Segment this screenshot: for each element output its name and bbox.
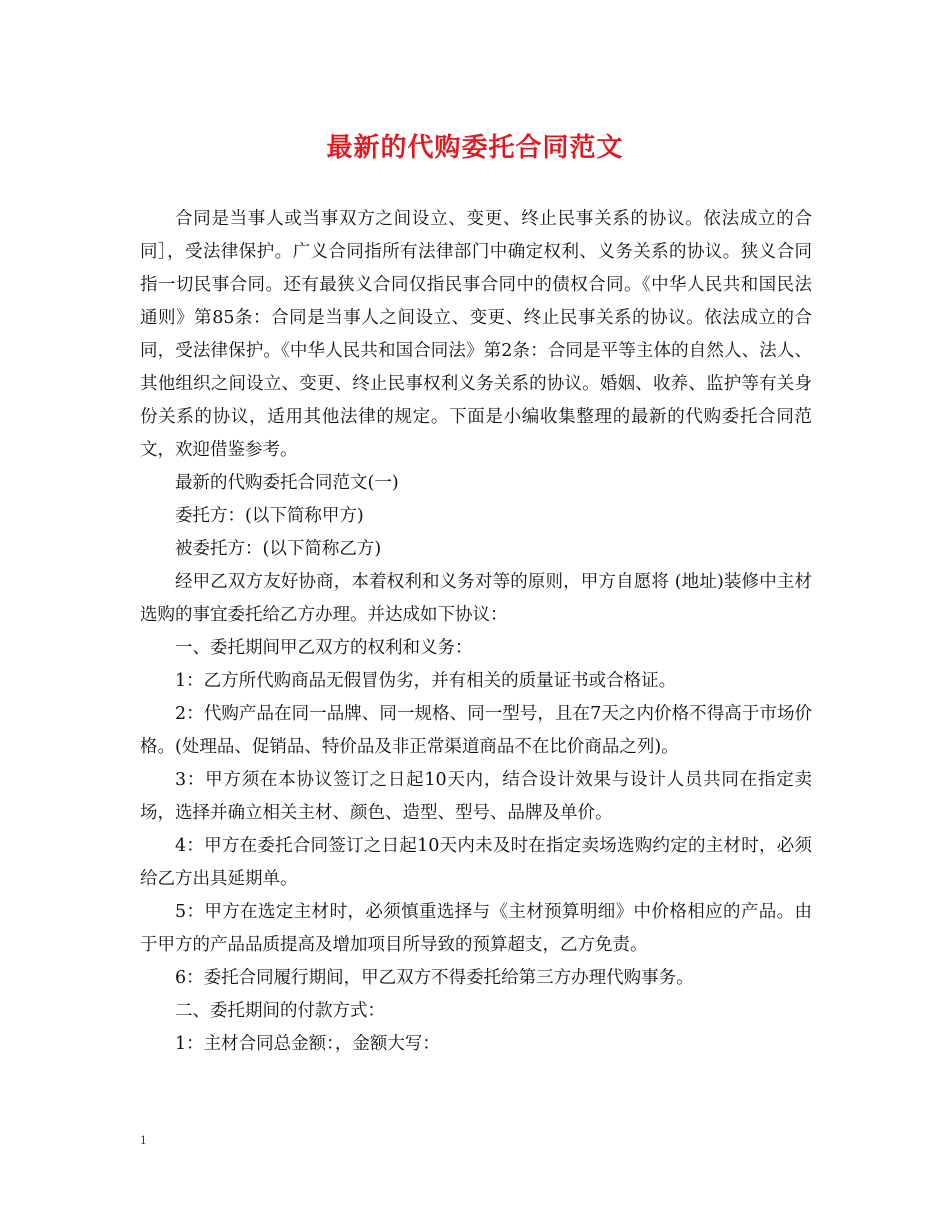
clause-item-5: 5：甲方在选定主材时，必须慎重选择与《主材预算明细》中价格相应的产品。由于甲方的产品品质提高及增加项目所导致的预算超支，乙方免责。 xyxy=(140,902,812,955)
clause-item-4: 4：甲方在委托合同签订之日起10天内未及时在指定卖场选购约定的主材时，必须给乙方出具延期单。 xyxy=(140,836,812,889)
document-title: 最新的代购委托合同范文 xyxy=(326,133,624,163)
payment-item-1: 1：主材合同总金额：，金额大写： xyxy=(175,1034,440,1054)
section-heading-1: 最新的代购委托合同范文(一) xyxy=(175,473,399,493)
clause-item-1: 1：乙方所代购商品无假冒伪劣，并有相关的质量证书或合格证。 xyxy=(175,671,677,691)
clause-item-3: 3：甲方须在本协议签订之日起10天内，结合设计效果与设计人员共同在指定卖场，选择并确立相关主材、颜色、造型、型号、品牌及单价。 xyxy=(140,770,812,823)
page-number: 1 xyxy=(140,1132,147,1147)
agreement-paragraph: 经甲乙双方友好协商，本着权利和义务对等的原则，甲方自愿将 (地址)装修中主材选购的事宜委托给乙方办理。并达成如下协议： xyxy=(140,572,812,625)
document-body xyxy=(140,203,812,1061)
intro-paragraph: 合同是当事人或当事双方之间设立、变更、终止民事关系的协议。依法成立的合同］，受法律保护。广义合同指所有法律部门中确定权利、义务关系的协议。狭义合同指一切民事合同。还有最狭义合同仅指民事合同中的债权合同。《中华人民共和国民法通则》第85条：合同是当事人之间设立、变更、终止民事关系的协议。依法成立的合同，受法律保护。《中华人民共和国合同法》第2条：合同是平等主体的自然人、法人、其他组织之间设立、变更、终止民事权利义务关系的协议。婚姻、收养、监护等有关身份关系的协议，适用其他法律的规定。下面是小编收集整理的最新的代购委托合同范文，欢迎借鉴参考。 xyxy=(140,209,812,460)
clause-heading-1: 一、委托期间甲乙双方的权利和义务： xyxy=(175,638,473,658)
clause-item-6: 6：委托合同履行期间，甲乙双方不得委托给第三方办理代购事务。 xyxy=(175,968,694,988)
clause-heading-2: 二、委托期间的付款方式： xyxy=(175,1001,385,1021)
clause-item-2: 2：代购产品在同一品牌、同一规格、同一型号，且在7天之内价格不得高于市场价格。(处理品、促销品、特价品及非正常渠道商品不在比价商品之列)。 xyxy=(140,704,812,757)
principal-line: 委托方：(以下简称甲方) xyxy=(175,506,364,526)
agent-line: 被委托方：(以下简称乙方) xyxy=(175,539,382,559)
